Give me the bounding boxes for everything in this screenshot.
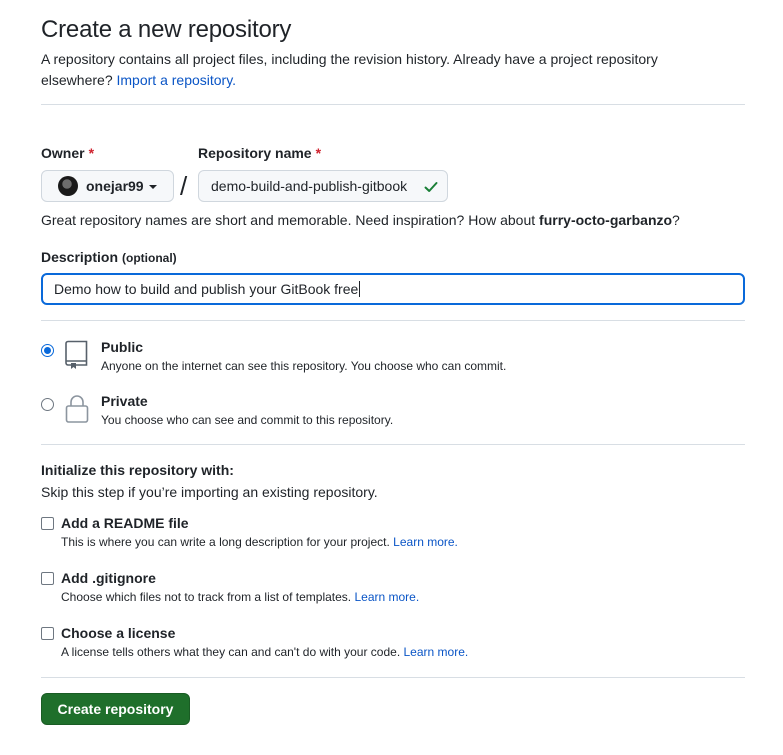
import-repository-link[interactable]: Import a repository. — [116, 72, 237, 88]
description-optional-text: (optional) — [122, 251, 177, 265]
initialize-subtitle: Skip this step if you’re importing an existing repository. — [41, 484, 378, 500]
description-value: Demo how to build and publish your GitBook free — [54, 281, 359, 297]
divider-top — [41, 104, 745, 105]
divider-visibility — [41, 320, 745, 321]
text-cursor — [359, 281, 360, 297]
name-hint-suffix: ? — [672, 212, 680, 228]
avatar — [58, 176, 78, 196]
repository-name-value: demo-build-and-publish-gitbook — [211, 178, 408, 194]
owner-select[interactable] — [41, 170, 174, 202]
gitignore-checkbox[interactable] — [41, 572, 54, 585]
name-hint — [41, 212, 680, 228]
gitignore-learn-more-link[interactable]: Learn more. — [354, 590, 420, 604]
create-repository-button[interactable]: Create repository — [41, 693, 190, 725]
divider-bottom — [41, 677, 745, 678]
check-icon — [423, 179, 439, 195]
license-description-text: A license tells others what they can and can't do with your code. — [61, 645, 401, 659]
license-learn-more-link[interactable]: Learn more. — [403, 645, 469, 659]
description-label-text: Description — [41, 249, 119, 265]
owner-label — [41, 145, 94, 161]
license-description — [61, 645, 468, 659]
owner-repo-separator: / — [180, 171, 188, 201]
initialize-title: Initialize this repository with: — [41, 462, 234, 478]
page-intro — [41, 49, 731, 91]
description-label — [41, 249, 177, 265]
readme-description-text: This is where you can write a long description for your project. — [61, 535, 390, 549]
private-radio[interactable] — [41, 398, 54, 411]
repository-name-label-text: Repository name — [198, 145, 312, 161]
public-title: Public — [101, 339, 144, 355]
intro-text: A repository contains all project files, including the revision history. Already have a project repository elsewhere? — [41, 51, 658, 88]
private-title: Private — [101, 393, 148, 409]
gitignore-description — [61, 590, 419, 604]
owner-name: onejar99 — [86, 178, 144, 194]
divider-initialize — [41, 444, 745, 445]
public-radio[interactable] — [41, 344, 54, 357]
repository-name-required-mark: * — [315, 145, 322, 161]
gitignore-title: Add .gitignore — [61, 570, 156, 586]
readme-learn-more-link[interactable]: Learn more. — [393, 535, 458, 549]
page-title: Create a new repository — [41, 16, 292, 43]
repo-icon — [64, 339, 90, 371]
readme-checkbox[interactable] — [41, 517, 54, 530]
license-checkbox[interactable] — [41, 627, 54, 640]
gitignore-description-text: Choose which files not to track from a list of templates. — [61, 590, 352, 604]
license-title: Choose a license — [61, 625, 176, 641]
owner-required-mark: * — [88, 145, 95, 161]
public-description: Anyone on the internet can see this repository. You choose who can commit. — [101, 359, 507, 373]
repository-name-label — [198, 145, 321, 161]
private-description: You choose who can see and commit to this repository. — [101, 413, 394, 427]
name-hint-text: Great repository names are short and memorable. Need inspiration? How about — [41, 212, 536, 228]
description-input[interactable] — [41, 273, 745, 305]
lock-icon — [64, 393, 90, 425]
readme-description — [61, 535, 458, 549]
name-suggestion[interactable]: furry-octo-garbanzo — [539, 212, 673, 228]
chevron-down-icon — [149, 185, 157, 189]
readme-title: Add a README file — [61, 515, 189, 531]
owner-label-text: Owner — [41, 145, 85, 161]
repository-name-input[interactable] — [198, 170, 448, 202]
